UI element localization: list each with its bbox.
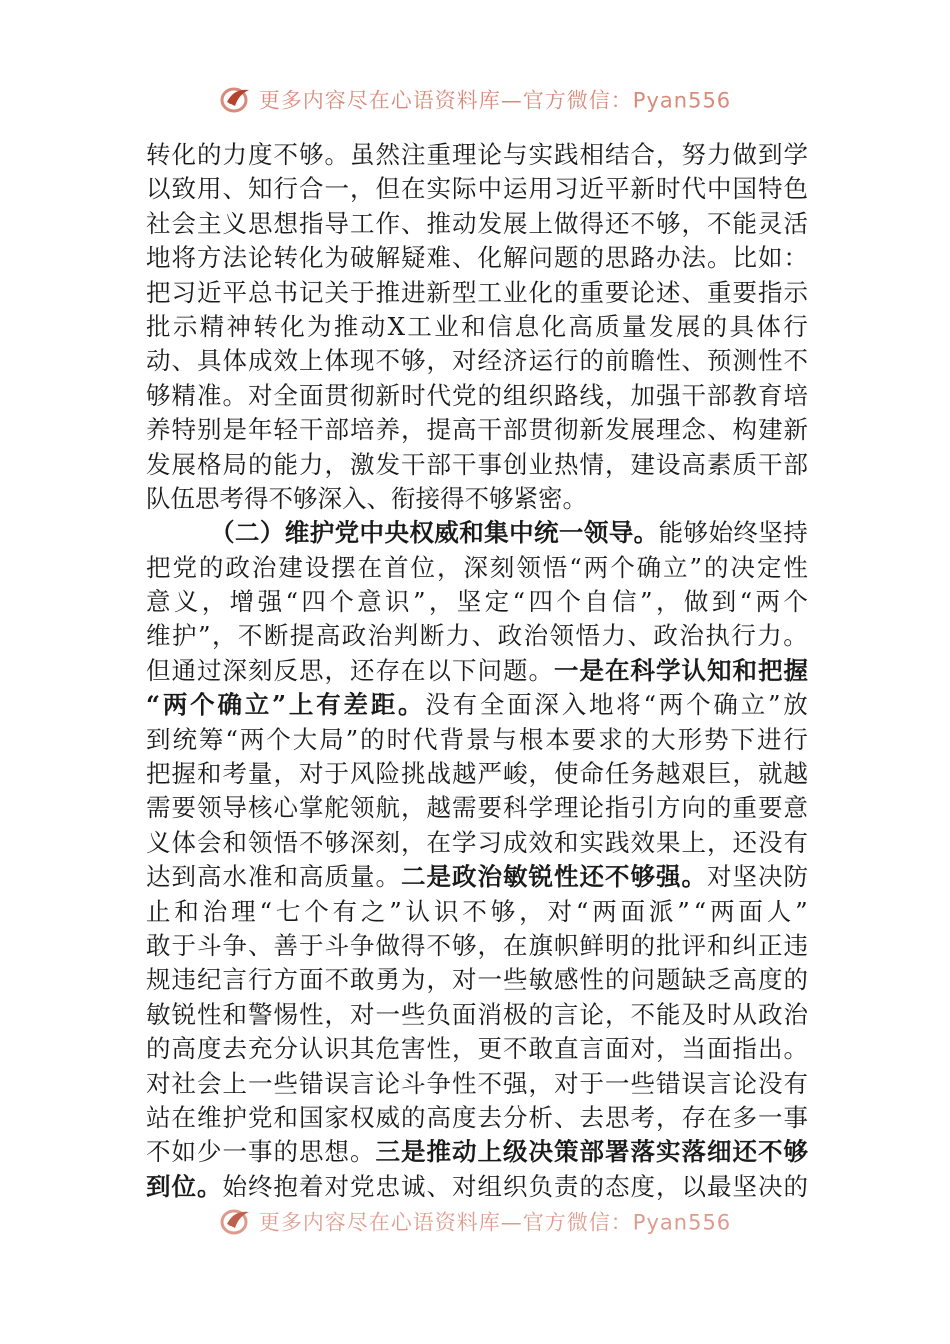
watermark-text: 更多内容尽在心语资料库—官方微信：Pyan556 (258, 88, 732, 113)
text-line: 义 体 会 和 领 悟 不 够 深 刻 ， 在 学 习 成 效 和 实 践 效 果 上 ， 还 没 有 (146, 827, 808, 857)
text-line: 批 示 精 神 转 化 为 推 动 X 工 业 和 信 息 化 高 质 量 发 展 的 具 体 行 (146, 311, 808, 341)
text-line: 但 通 过 深 刻 反 思 ， 还 存 在 以 下 问 题 。 一 是 在 科 学 认 知 和 把 握 (146, 655, 808, 685)
text-line: 把 习 近 平 总 书 记 关 于 推 进 新 型 工 业 化 的 重 要 论 述 、 重 要 指 示 (146, 277, 808, 307)
text-line: 需 要 领 导 核 心 掌 舵 领 航 ， 越 需 要 科 学 理 论 指 引 方 向 的 重 要 意 (146, 793, 808, 823)
text-line: 社 会 主 义 思 想 指 导 工 作 、 推 动 发 展 上 做 得 还 不 够 ， 不 能 灵 活 (146, 208, 808, 238)
watermark-footer (0, 1206, 950, 1241)
text-line: 敏 锐 性 和 警 惕 性 ， 对 一 些 负 面 消 极 的 言 论 ， 不 能 及 时 从 政 治 (146, 999, 808, 1029)
text-line: 够 精 准 。 对 全 面 贯 彻 新 时 代 党 的 组 织 路 线 ， 加 强 干 部 教 育 培 (146, 380, 808, 410)
text-line: 动 、 具 体 成 效 上 体 现 不 够 ， 对 经 济 运 行 的 前 瞻 性 、 预 测 性 不 (146, 346, 808, 376)
text-line: 规 违 纪 言 行 方 面 不 敢 勇 为 ， 对 一 些 敏 感 性 的 问 题 缺 乏 高 度 的 (146, 965, 808, 995)
text-line: 站 在 维 护 党 和 国 家 权 威 的 高 度 去 分 析 、 去 思 考 ， 存 在 多 一 事 (146, 1102, 808, 1132)
logo-icon (219, 84, 253, 119)
text-line: 发 展 格 局 的 能 力 ， 激 发 干 部 干 事 创 业 热 情 ， 建 设 高 素 质 干 部 (146, 449, 808, 479)
text-line: 养 特 别 是 年 轻 干 部 培 养 ， 提 高 干 部 贯 彻 新 发 展 理 念 、 构 建 新 (146, 415, 808, 445)
text-line: 不 如 少 一 事 的 思 想 。 三 是 推 动 上 级 决 策 部 署 落 实 落 细 还 不 够 (146, 1137, 808, 1167)
text-line: 敢 于 斗 争 、 善 于 斗 争 做 得 不 够 ， 在 旗 帜 鲜 明 的 批 评 和 纠 正 违 (146, 930, 808, 960)
watermark-text: 更多内容尽在心语资料库—官方微信：Pyan556 (258, 1210, 732, 1235)
text-line: 对 社 会 上 一 些 错 误 言 论 斗 争 性 不 强 ， 对 于 一 些 错 误 言 论 没 有 (146, 1068, 808, 1098)
text-line: （ 二 ） 维 护 党 中 央 权 威 和 集 中 统 一 领 导 。 能 够 始 终 坚 持 (210, 518, 808, 548)
text-line: 止 和 治 理 “ 七 个 有 之 ” 认 识 不 够 ， 对 “ 两 面 派 ” “ 两 面 人 ” (146, 896, 808, 926)
text-line: 以 致 用 、 知 行 合 一 ， 但 在 实 际 中 运 用 习 近 平 新 时 代 中 国 特 色 (146, 174, 808, 204)
text-line: 达 到 高 水 准 和 高 质 量 。 二 是 政 治 敏 锐 性 还 不 够 强 。 对 坚 决 防 (146, 862, 808, 892)
text-line: 把 党 的 政 治 建 设 摆 在 首 位 ， 深 刻 领 悟 “ 两 个 确 立 ” 的 决 定 性 (146, 552, 808, 582)
text-line: 意 义 ， 增 强 “ 四 个 意 识 ” ， 坚 定 “ 四 个 自 信 ” ， 做 到 “ 两 个 (146, 587, 808, 617)
text-line: 地 将 方 法 论 转 化 为 破 解 疑 难 、 化 解 问 题 的 思 路 办 法 。 比 如 ： (146, 243, 808, 273)
text-line: 转 化 的 力 度 不 够 。 虽 然 注 重 理 论 与 实 践 相 结 合 ， 努 力 做 到 学 (146, 140, 808, 169)
text-line: “ 两 个 确 立 ” 上 有 差 距 。 没 有 全 面 深 入 地 将 “ 两 个 确 立 ” 放 (146, 690, 808, 720)
watermark-header (0, 84, 950, 119)
logo-icon (219, 1206, 253, 1241)
text-line: 的 高 度 去 充 分 认 识 其 危 害 性 ， 更 不 敢 直 言 面 对 ， 当 面 指 出 。 (146, 1034, 808, 1064)
text-line: 队伍思考得不够深入、衔接得不够紧密。 (146, 483, 587, 513)
text-line: 把 握 和 考 量 ， 对 于 风 险 挑 战 越 严 峻 ， 使 命 任 务 越 艰 巨 ， 就 越 (146, 759, 808, 789)
text-line: 维 护 ” ， 不 断 提 高 政 治 判 断 力 、 政 治 领 悟 力 、 政 治 执 行 力 。 (146, 621, 808, 651)
document-body (146, 138, 808, 1204)
text-line: 到 统 筹 “ 两 个 大 局 ” 的 时 代 背 景 与 根 本 要 求 的 大 形 势 下 进 行 (146, 724, 808, 754)
text-line: 到 位 。 始 终 抱 着 对 党 忠 诚 、 对 组 织 负 责 的 态 度 ， 以 最 坚 决 的 (146, 1171, 808, 1201)
